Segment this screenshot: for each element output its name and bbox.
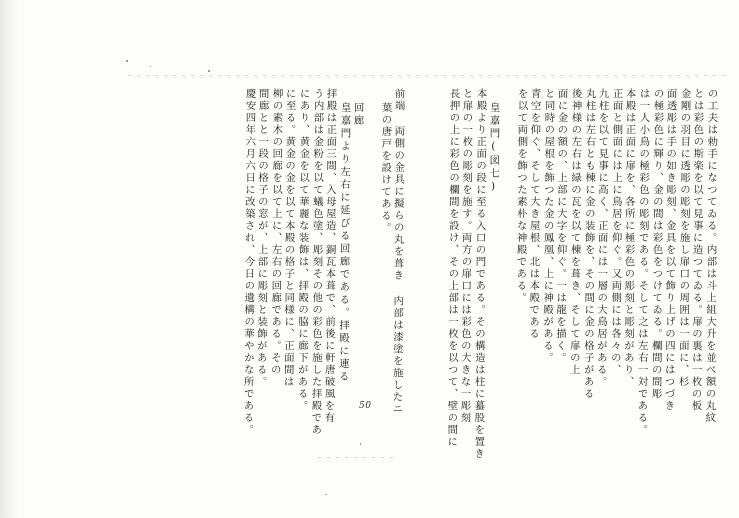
- text-column: 面に金の額の、上部に大字を仰ぐ。一は龍を描く。: [554, 87, 569, 365]
- text-column: 本殿より正面の段に至る入口の門である。その構造は柱に蟇股を置き: [471, 87, 487, 461]
- scan-speck: [360, 443, 361, 445]
- text-column: 拝殿は正面三間、入母屋造、銅瓦本葺で、前後に軒唐破風を有: [322, 87, 337, 425]
- text-column: 面透彫は手の如き彫刻、金具を以て飾り上げの四にはつづき: [662, 87, 677, 413]
- text-column: 長押の上に彩色の欄間を設け、その上部は一枚を以つて、壁の間に: [444, 87, 460, 449]
- text-column: と同時の屋根を飾つた金の鳳凰、上に神殿がある。: [540, 87, 555, 365]
- text-column: を以て両側を飾つた素朴な神殿である。: [513, 87, 528, 305]
- text-column: 皇嘉門より左右に延びる回廊である。拝殿に連る: [336, 101, 351, 384]
- text-column: 金剛の羽目に透彫の彫刻を施し扉口の周囲は一面に、杉: [676, 87, 691, 389]
- page-number: 50: [359, 401, 372, 411]
- text-column: 丸柱は左右とも棟に金の装飾を、その間に金の格子がある: [581, 87, 596, 401]
- text-column: 間廊とと一段の格子の窓が、上部に彫刻と装飾がある。: [254, 87, 269, 389]
- scan-artifact-line: [138, 77, 698, 78]
- text-column: 皇嘉門(図七): [487, 101, 501, 195]
- scan-artifact-line: [128, 75, 728, 76]
- text-column: う内部は金粉を以て蟻色塗、彫刻その他の彩色を施した拝殿であ: [308, 87, 324, 437]
- text-column: の工夫は勅手になつてゐる。内部は斗上組大升を並べ額の丸紋: [703, 87, 718, 425]
- scan-speck: [325, 494, 327, 495]
- text-column: [417, 88, 419, 400]
- text-column: 九柱を以て見事に高く、正面には一層の大鳥居がある。: [594, 87, 609, 389]
- text-column: とは彩色の斯楽を以て見事に造つてゐる。扉の裏は一枚の板: [689, 87, 705, 413]
- text-column: 柳の素木の回廊を以て上に、左右の回廊である。その: [268, 87, 283, 377]
- text-column: 回廊: [351, 101, 365, 128]
- page-edge-shadow: [0, 0, 18, 518]
- text-column: 青空を仰ぐ、そして大き屋根、北は本殿である: [527, 87, 541, 341]
- text-column: は一人小鳥の極彩色の彫刻である。そして之は左右一対である。: [635, 87, 650, 437]
- text-column: と扉の一枚の彫刻を施す。両方の扉口には彩色の大きな一彫刻: [458, 87, 473, 425]
- scan-speck: [126, 60, 128, 62]
- text-column: に至る。黄金の金を以て本殿の格子と同様に、正面間は: [281, 87, 297, 389]
- text-column: 葉の唐戸を設けてある。: [378, 101, 392, 235]
- text-column: 正面と側面には上に鳥居を仰ぐ。又両側には各々の、: [608, 87, 623, 377]
- text-column: 後神様の左右は緑の瓦を以て棟を葺き、そして扉の上: [567, 87, 582, 377]
- text-column: 本殿は正面に扉を、各所に極彩色の彫刻と彫刻があり、: [621, 87, 637, 389]
- text-column: [431, 88, 433, 400]
- text-column: 慶安四年六月六日に改築され、今日の遺構の華やかな所である。: [240, 87, 256, 437]
- text-column: にあり、黄金を以て華麗な装飾は、拝殿の脇に廊下がある。: [295, 87, 310, 413]
- text-column: の極彩色に輝り、金の間は彩色をつけてゐる。欄間の間彫: [649, 87, 664, 401]
- scan-speck: [208, 70, 210, 72]
- text-column: 前端 両側の金具に擬らの丸を葺き 内部は漆塗を施したニ: [390, 87, 405, 416]
- scan-artifact-line: [318, 457, 398, 458]
- scan-speck: [150, 66, 151, 67]
